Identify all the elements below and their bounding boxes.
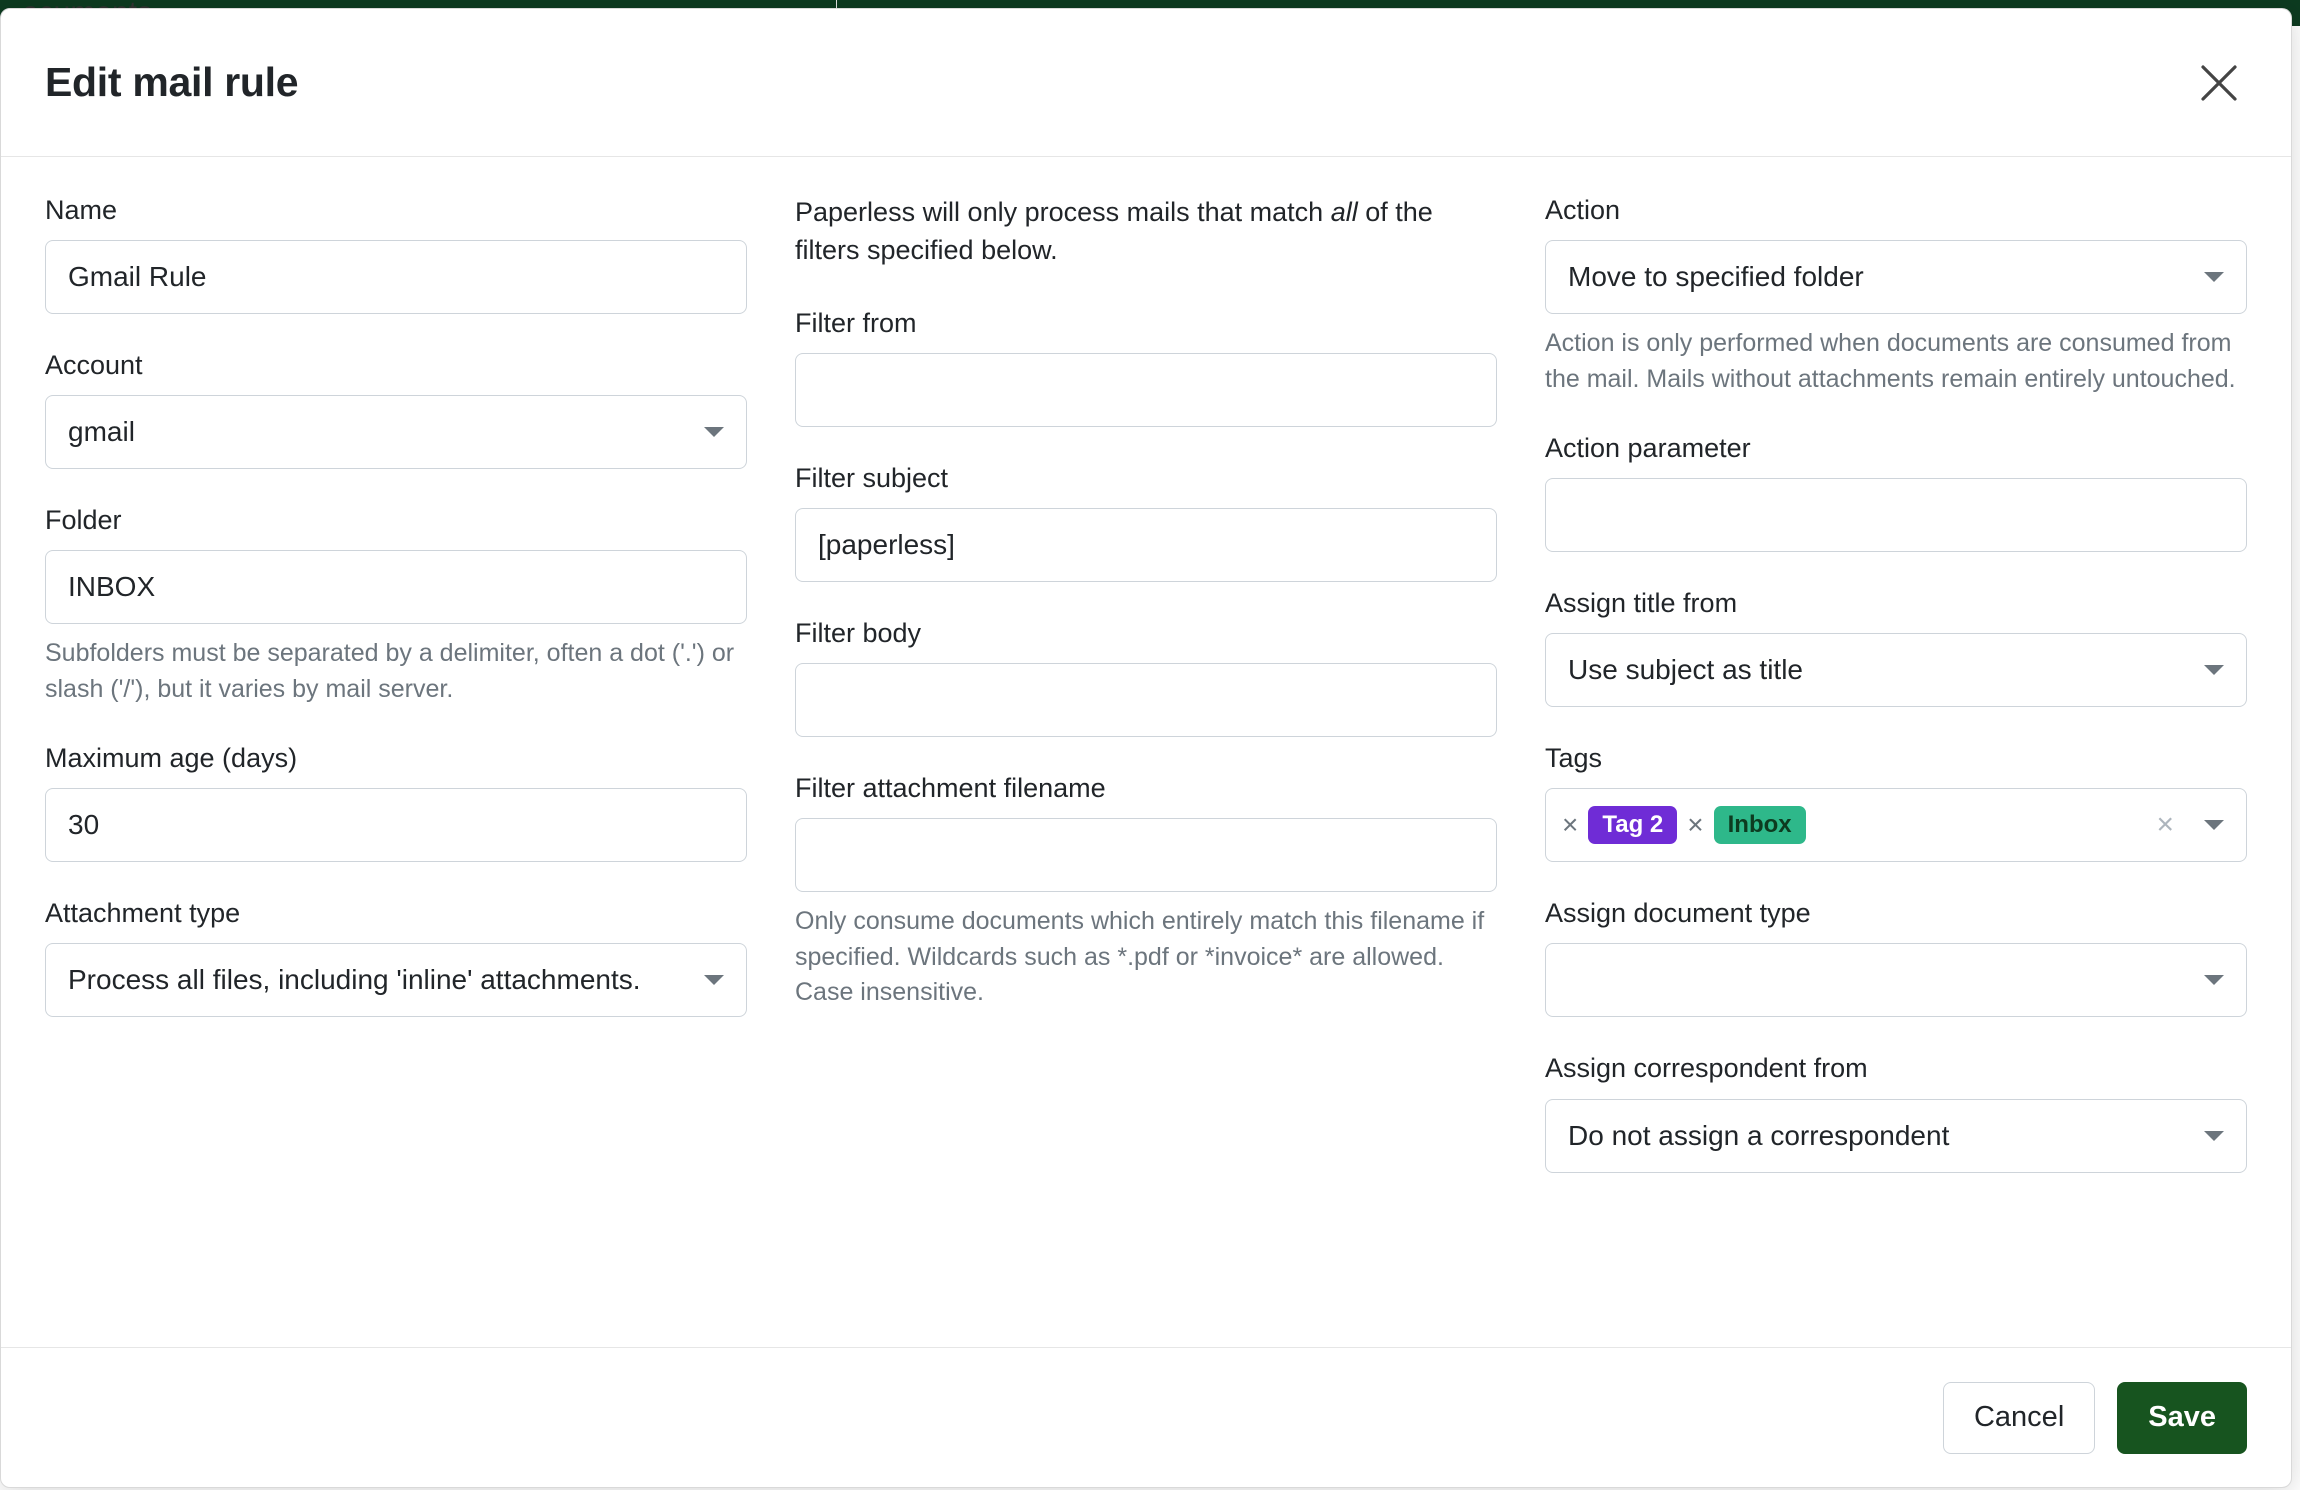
assign-correspondent-from-select[interactable] xyxy=(1545,1099,2247,1173)
chevron-down-icon xyxy=(704,427,724,437)
filter-subject-label: Filter subject xyxy=(795,462,949,493)
chevron-down-icon xyxy=(2204,820,2224,830)
chevron-down-icon xyxy=(2204,272,2224,282)
folder-label: Folder xyxy=(45,505,122,536)
filter-from-input[interactable] xyxy=(795,353,1497,427)
clear-all-icon[interactable]: × xyxy=(2156,808,2174,842)
attachment-type-label: Attachment type xyxy=(45,898,241,929)
assign-title-from-select[interactable] xyxy=(1545,633,2247,707)
close-icon[interactable] xyxy=(2191,55,2247,111)
name-label: Name xyxy=(45,195,118,225)
attachment-type-value: Process all files, including 'inline' attachments. xyxy=(68,964,641,996)
assign-document-type-label: Assign document type xyxy=(1545,898,1811,929)
folder-input[interactable] xyxy=(45,550,747,624)
chevron-down-icon xyxy=(2204,975,2224,985)
tags-multiselect[interactable] xyxy=(1545,788,2247,862)
dialog-body xyxy=(1,157,2291,1347)
filter-attachment-filename-input[interactable] xyxy=(795,818,1497,892)
column-filters xyxy=(795,193,1497,1347)
maximum-age-label: Maximum age (days) xyxy=(45,743,298,774)
filter-from-label: Filter from xyxy=(795,307,917,338)
action-help-text: Action is only performed when documents are consumed from the mail. Mails without attachments remain entirely untouched. xyxy=(1545,329,2236,393)
action-parameter-label: Action parameter xyxy=(1545,433,1751,464)
filters-intro-prefix: Paperless will only process mails that match xyxy=(795,197,1331,227)
chevron-down-icon xyxy=(2204,665,2224,675)
action-parameter-input[interactable] xyxy=(1545,478,2247,552)
action-select-value: Move to specified folder xyxy=(1568,261,1864,293)
account-label: Account xyxy=(45,350,143,381)
maximum-age-input[interactable] xyxy=(45,788,747,862)
tag-item[interactable] xyxy=(1562,806,1677,844)
filters-intro-text xyxy=(795,193,1497,270)
chevron-down-icon xyxy=(704,975,724,985)
cancel-button[interactable]: Cancel xyxy=(1943,1382,2095,1454)
assign-title-from-value: Use subject as title xyxy=(1568,654,1803,686)
column-general xyxy=(45,193,747,1347)
filters-intro-emphasis: all xyxy=(1330,197,1358,227)
account-select[interactable] xyxy=(45,395,747,469)
dialog-header xyxy=(1,9,2291,157)
folder-help-text: Subfolders must be separated by a delimiter, often a dot ('.') or slash ('/'), but it varies by mail server. xyxy=(45,639,735,703)
assign-correspondent-from-value: Do not assign a correspondent xyxy=(1568,1119,1950,1151)
tag-item[interactable] xyxy=(1687,806,1805,844)
filter-subject-input[interactable] xyxy=(795,508,1497,582)
filter-attachment-filename-label: Filter attachment filename xyxy=(795,772,1106,803)
filters-intro-suffix: of the filters specified below. xyxy=(795,197,1433,266)
account-select-value: gmail xyxy=(68,416,135,448)
edit-mail-rule-dialog xyxy=(0,8,2292,1488)
dialog-footer xyxy=(1,1347,2291,1487)
assign-correspondent-from-label: Assign correspondent from xyxy=(1545,1053,1868,1084)
attachment-type-select[interactable] xyxy=(45,943,747,1017)
action-label: Action xyxy=(1545,195,1621,225)
remove-tag-icon[interactable]: × xyxy=(1562,809,1579,841)
action-select[interactable] xyxy=(1545,240,2247,314)
tag-chip: Inbox xyxy=(1714,806,1806,844)
filter-body-input[interactable] xyxy=(795,663,1497,737)
save-button[interactable]: Save xyxy=(2117,1382,2247,1454)
column-actions xyxy=(1545,193,2247,1347)
remove-tag-icon[interactable]: × xyxy=(1687,809,1704,841)
assign-title-from-label: Assign title from xyxy=(1545,588,1738,619)
name-input[interactable] xyxy=(45,240,747,314)
chevron-down-icon xyxy=(2204,1131,2224,1141)
filter-body-label: Filter body xyxy=(795,617,922,648)
dialog-title: Edit mail rule xyxy=(45,59,299,105)
tag-chip: Tag 2 xyxy=(1588,806,1677,844)
tags-label: Tags xyxy=(1545,743,1603,774)
assign-document-type-select[interactable] xyxy=(1545,943,2247,1017)
filter-attachment-help-text: Only consume documents which entirely match this filename if specified. Wildcards such as *.pdf or *invoice* are allowed. Case insensitive. xyxy=(795,907,1485,1007)
